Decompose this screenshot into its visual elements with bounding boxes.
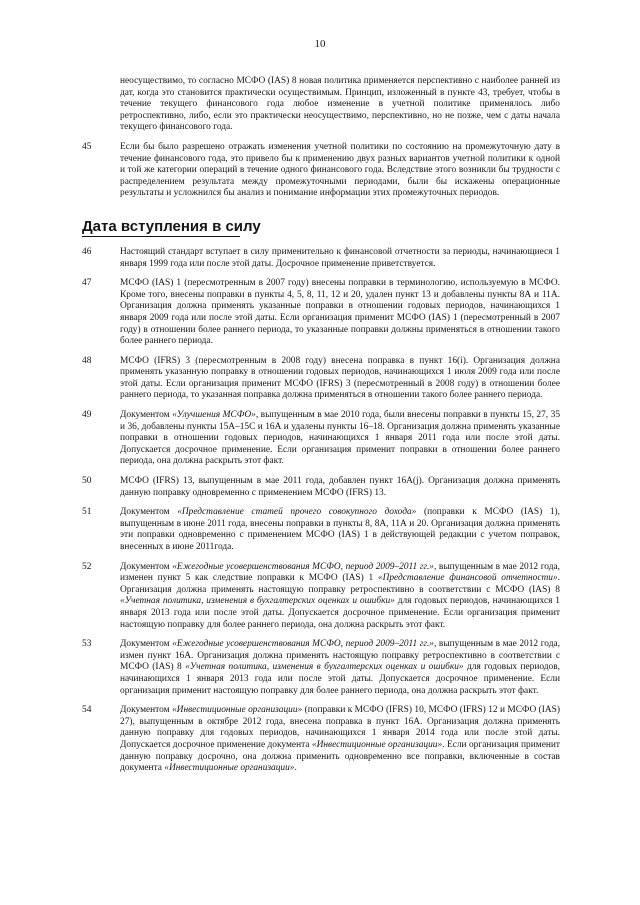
paragraph-number: 45 xyxy=(82,141,92,152)
document-title-ref: «Учетная политика, изменения в бухгалтерских оценках и ошибки» xyxy=(120,596,395,607)
document-title-ref: «Инвестиционные организации» xyxy=(171,705,303,716)
text-run: МСФО (IAS) 1 (пересмотренным в 2007 году) внесены поправки в терминологию, используемую в МСФО. Кроме того, внесены поправки в пункты 4, 5, 8, 11, 12 и 20, удален пункт 13 и добавлены пункты 8А и 11А. Организация должна применять указанные поправки в отношении годовых периодов, начинающихся 1 января 2009 года или после этой даты. Если организация применит МСФО (IAS) 1 (пересмотренный в 2007 году) в отношении более раннего периода, то указанные поправки должны применяться в отношении такого более раннего периода. xyxy=(120,278,560,347)
paragraph-text xyxy=(120,410,560,468)
paragraph-number: 50 xyxy=(82,476,92,487)
text-run: Документом xyxy=(120,561,173,572)
paragraph-52 xyxy=(82,562,560,632)
document-title-ref: «Учетная политика, изменения в бухгалтерских оценках и ошибки» xyxy=(185,662,464,673)
document-title-ref: «Улучшения МСФО» xyxy=(172,410,256,421)
text-run: для годовых периодов, начинающихся 1 января 2013 года или после этой даты. Допускается досрочное применение. Если организация применит настоящую поправку для более раннего периода, она должна раскрыть этот факт. xyxy=(120,596,560,630)
document-title-ref: «Ежегодные усовершенствования МСФО, период 2009–2011 гг.» xyxy=(172,639,434,650)
text-run: , выпущенным в мае 2010 года, были внесены поправки в пункты 15, 27, 35 и 36, добавлены пункты 15А–15С и 16А и удалены пункты 16–18. Организация должна применять указанные поправки в отношении годовых периодов, начинающихся 1 января 2011 года или после этой даты. Допускается досрочное применение. Если организация применит поправки в отношении более раннего периода, она должна раскрыть этот факт. xyxy=(120,410,561,467)
text-run: (поправки к МСФО (IAS) 1), выпущенным в июне 2011 года, внесены поправки в пункты 8, 8А, 11А и 20. Организация должна применять эти поправки одновременно с применением МСФО (IAS) 1 в действующей редакции с учетом поправок, внесенных в июне 2011года. xyxy=(120,507,560,552)
document-title-ref: «Представление финансовой отчетности» xyxy=(377,573,558,584)
paragraph-list xyxy=(82,247,560,775)
paragraph-46 xyxy=(82,247,560,270)
paragraph-text xyxy=(120,562,560,632)
text-run: . Если организация применит данную поправку досрочно, она должна применить одновременно все поправки, включенные в состав документа xyxy=(120,739,560,774)
paragraph-47 xyxy=(82,278,560,348)
text-run: (поправки к МСФО (IFRS) 10, МСФО (IFRS) 12 и МСФО (IAS) 27), выпущенным в октябре 2012 года, внесена поправка в пункт 16А. Организация должна применять данную поправку для годовых периодов, начинающихся 1 января 2014 года или после этой даты. Допускается досрочное применение документа xyxy=(120,705,560,750)
paragraph-number: 53 xyxy=(82,639,92,650)
text-run: Документом xyxy=(120,410,173,421)
paragraph-text xyxy=(120,507,560,553)
paragraph-text xyxy=(120,476,560,499)
intro-continuation: неосуществимо, то согласно МСФО (IAS) 8 новая политика применяется перспективно с наиболее ранней из дат, когда это становится практически осуществимым. Принцип, изложенный в пункте 43, требует, чтобы в течение текущего финансового года любое изменение в учетной политике применялось либо ретроспективно, либо, если это практически неосуществимо, перспективно, но не позже, чем с даты начала текущего финансового года. xyxy=(120,76,560,133)
paragraph-51 xyxy=(82,507,560,553)
text-run: , выпущенным в мае 2012 года, измен пункт 16А. Организация должна применять настоящую поправку ретроспективно в соответствии с МСФО (IAS) 8 xyxy=(120,639,560,673)
paragraph-49 xyxy=(82,410,560,468)
text-run: МСФО (IFRS) 3 (пересмотренным в 2008 году) внесена поправка в пункт 16(i). Организация должна применять указанную поправку в отношении годовых периодов, начинающихся 1 июля 2009 года или после этой даты. Если организация применит МСФО (IFRS) 3 (пересмотренный в 2008 году) в отношении более раннего периода, то указанная поправка должна применяться в отношении такого более раннего периода. xyxy=(120,355,560,401)
paragraph-text xyxy=(120,639,560,697)
text-run: . Организация должна применять настоящую поправку ретроспективно в соответствии с МСФО (IAS) 8 xyxy=(120,573,560,595)
section-heading: Дата вступления в силу xyxy=(82,217,261,235)
text-run: МСФО (IFRS) 13, выпущенным в мае 2011 года, добавлен пункт 16А(j). Организация должна применять данную поправку одновременно с применением МСФО (IFRS) 13. xyxy=(120,476,560,498)
text-run: Документом xyxy=(120,705,172,716)
paragraph-48 xyxy=(82,356,560,402)
paragraph-45 xyxy=(82,142,560,200)
paragraph-50 xyxy=(82,476,560,499)
text-run: Документом xyxy=(120,507,178,518)
text-run: , выпущенным в мае 2012 года, изменен пункт 5 как следствие поправки к МСФО (IAS) 1 xyxy=(120,561,560,584)
text-run: Документом xyxy=(120,639,173,650)
paragraph-number: 54 xyxy=(82,705,92,716)
paragraph-text xyxy=(120,247,560,270)
paragraph-number: 49 xyxy=(82,410,92,421)
paragraph-54 xyxy=(82,705,560,775)
document-body xyxy=(82,76,560,783)
paragraph-text: Если бы было разрешено отражать изменения учетной политики по состоянию на промежуточную дату в течение финансового года, это привело бы к применению двух разных вариантов учетной политики к одной и той же категории операций в течение одного финансового года. Вследствие этого возникли бы трудности с распределением результата между промежуточными периодами, были бы искажены операционные результаты и усложнился бы анализ и понимание информации этих промежуточных периодов. xyxy=(120,141,560,199)
document-title-ref: «Инвестиционные организации» xyxy=(164,763,295,774)
paragraph-text xyxy=(120,356,560,402)
document-title-ref: «Представление статей прочего совокупного дохода» xyxy=(177,507,417,518)
paragraph-text xyxy=(120,705,560,775)
paragraph-number: 51 xyxy=(82,507,92,518)
paragraph-number: 48 xyxy=(82,355,92,366)
paragraph-text xyxy=(120,278,560,348)
paragraph-53 xyxy=(82,639,560,697)
paragraph-number: 47 xyxy=(82,278,92,289)
text-run: . xyxy=(294,763,297,774)
paragraph-number: 52 xyxy=(82,561,92,572)
paragraph-number: 46 xyxy=(82,246,92,257)
text-run: Настоящий стандарт вступает в силу применительно к финансовой отчетности за периоды, начинающиеся 1 января 1999 года или после этой даты. Досрочное применение приветствуется. xyxy=(120,246,560,269)
text-run: для годовых периодов, начинающихся 1 января 2013 года или после этой даты. Допускается досрочное применение. Если организация применит настоящую поправку для более раннего периода, она должна раскрыть этот факт. xyxy=(120,662,561,696)
document-title-ref: «Ежегодные усовершенствования МСФО, период 2009–2011 гг.» xyxy=(172,561,434,572)
page-number: 10 xyxy=(314,38,326,50)
document-title-ref: «Инвестиционные организации» xyxy=(311,739,443,750)
